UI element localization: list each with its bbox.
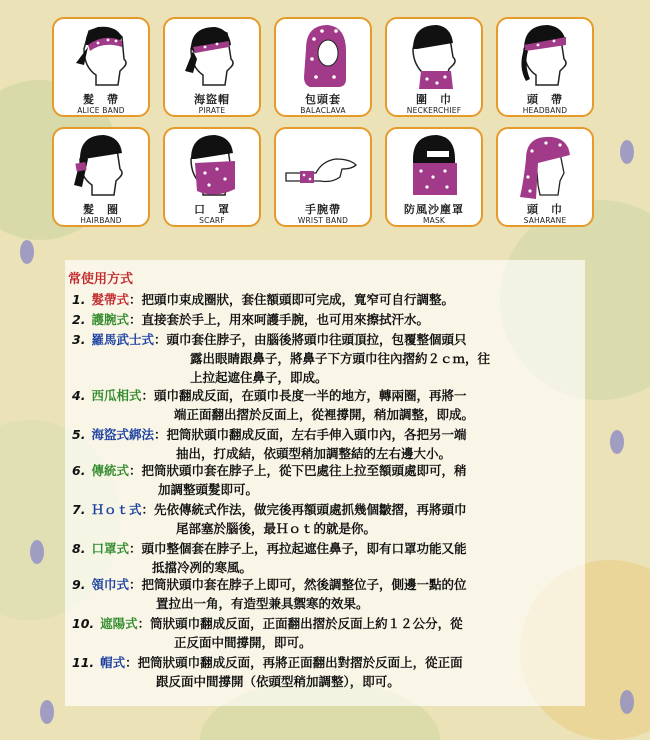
usage-item bbox=[72, 386, 577, 424]
usage-item bbox=[72, 500, 577, 538]
mask-icon bbox=[387, 129, 481, 199]
style-name: 口 罩 bbox=[194, 203, 230, 216]
style-name: 頭 帶 bbox=[527, 93, 563, 106]
style-card bbox=[274, 17, 372, 117]
usage-style-name: 傳統式 bbox=[91, 463, 129, 478]
style-card bbox=[385, 127, 483, 227]
usage-text-continued: 露出眼睛跟鼻子，將鼻子下方頭巾往內摺約２ｃｍ，往 bbox=[190, 351, 491, 366]
usage-title: 常使用方式 bbox=[68, 272, 134, 287]
usage-text-continued: 抵擋冷冽的寒風。 bbox=[152, 560, 253, 575]
style-card bbox=[385, 17, 483, 117]
style-name: 髮 帶 bbox=[83, 93, 119, 106]
style-name-en: BALACLAVA bbox=[300, 106, 346, 115]
style-name: 手腕帶 bbox=[305, 203, 341, 216]
headband-icon bbox=[498, 19, 592, 89]
style-card bbox=[163, 17, 261, 117]
usage-text: ：先依傳統式作法，做完後再額頭處抓幾個皺摺，再將頭巾 bbox=[141, 502, 467, 517]
usage-text: ：筒狀頭巾翻成反面，正面翻出摺於反面上約１２公分，從 bbox=[137, 616, 463, 631]
alice-band-icon bbox=[54, 19, 148, 89]
style-name-en: SAHARANE bbox=[523, 216, 567, 225]
usage-text-continued: 置拉出一角，有造型兼具禦寒的效果。 bbox=[156, 596, 369, 611]
usage-style-name: 髮帶式 bbox=[91, 292, 129, 307]
scarf-icon bbox=[165, 129, 259, 199]
style-card bbox=[52, 17, 150, 117]
usage-text-continued: 端正面翻出摺於反面上，從裡撐開，稍加調整，即成。 bbox=[174, 407, 475, 422]
usage-text: ：頭巾翻成反面，在頭巾長度一半的地方，轉兩圈，再將一 bbox=[141, 388, 467, 403]
usage-style-name: 領巾式 bbox=[91, 577, 129, 592]
style-card bbox=[163, 127, 261, 227]
style-name-en: WRIST BAND bbox=[297, 216, 349, 225]
style-card bbox=[496, 127, 594, 227]
usage-text-continued: 正反面中間撐開，即可。 bbox=[174, 635, 312, 650]
style-name: 髮 圈 bbox=[83, 203, 119, 216]
style-name-en: NECKERCHIEF bbox=[406, 106, 462, 115]
style-name: 海盜帽 bbox=[194, 93, 230, 106]
usage-number: 5. bbox=[72, 427, 86, 442]
usage-text-continued: 上拉起遮住鼻子，即成。 bbox=[190, 370, 328, 385]
usage-style-name: 海盜式綁法 bbox=[91, 427, 154, 442]
wrist-band-icon bbox=[276, 129, 370, 199]
style-name-en: HEADBAND bbox=[522, 106, 568, 115]
style-name: 包頭套 bbox=[305, 93, 341, 106]
usage-style-name: 護腕式 bbox=[91, 312, 129, 327]
style-name-en: HAIRBAND bbox=[80, 216, 122, 225]
usage-text-continued: 加調整頭髮即可。 bbox=[158, 482, 259, 497]
style-name: 圍 巾 bbox=[416, 93, 452, 106]
style-name-en: PIRATE bbox=[198, 106, 226, 115]
neckerchief-icon bbox=[387, 19, 481, 89]
usage-number: 8. bbox=[72, 541, 86, 556]
usage-text: ：把筒狀頭巾翻成反面，再將正面翻出對摺於反面上，從正面 bbox=[125, 655, 463, 670]
usage-style-name: 遮陽式 bbox=[100, 616, 138, 631]
usage-style-name: 帽式 bbox=[100, 655, 126, 670]
pirate-icon bbox=[165, 19, 259, 89]
style-name-en: MASK bbox=[422, 216, 446, 225]
usage-item bbox=[72, 310, 577, 329]
usage-text: ：把筒狀頭巾套在脖子上即可，然後調整位子，側邊一點的位 bbox=[128, 577, 467, 592]
usage-number: 1. bbox=[72, 292, 86, 307]
usage-style-name: 羅馬武士式 bbox=[91, 332, 154, 347]
style-name-en: SCARF bbox=[199, 216, 225, 225]
usage-style-name: 西瓜相式 bbox=[91, 388, 142, 403]
usage-item bbox=[72, 539, 577, 577]
usage-number: 3. bbox=[72, 332, 86, 347]
usage-item bbox=[72, 614, 577, 652]
usage-text: ：把筒狀頭巾套在脖子上，從下巴處往上拉至額頭處即可，稍 bbox=[128, 463, 467, 478]
usage-text: ：頭巾整個套在脖子上，再拉起遮住鼻子，即有口罩功能又能 bbox=[128, 541, 467, 556]
usage-text-continued: 抽出，打成結，依頭型稍加調整結的左右邊大小。 bbox=[176, 446, 452, 461]
style-card bbox=[52, 127, 150, 227]
usage-number: 11. bbox=[72, 655, 95, 670]
usage-text-continued: 尾部塞於腦後，最Ｈｏｔ的就是你。 bbox=[176, 521, 377, 536]
usage-style-name: 口罩式 bbox=[91, 541, 129, 556]
usage-item bbox=[72, 461, 577, 499]
usage-item bbox=[72, 425, 577, 463]
usage-item bbox=[72, 575, 577, 613]
usage-text: ：直接套於手上，用來呵護手腕，也可用來擦拭汗水。 bbox=[128, 312, 429, 327]
usage-item bbox=[72, 290, 577, 309]
saharane-icon bbox=[498, 129, 592, 199]
style-name-en: ALICE BAND bbox=[77, 106, 125, 115]
style-name: 防風沙塵罩 bbox=[404, 203, 464, 216]
style-card bbox=[274, 127, 372, 227]
usage-item bbox=[72, 330, 577, 387]
usage-number: 2. bbox=[72, 312, 86, 327]
usage-item bbox=[72, 653, 577, 691]
usage-number: 7. bbox=[72, 502, 86, 517]
style-card bbox=[496, 17, 594, 117]
usage-number: 10. bbox=[72, 616, 95, 631]
usage-text: ：把筒狀頭巾翻成反面，左右手伸入頭巾內，各把另一端 bbox=[153, 427, 467, 442]
usage-number: 4. bbox=[72, 388, 86, 403]
usage-text-continued: 跟反面中間撐開（依頭型稍加調整），即可。 bbox=[156, 674, 400, 689]
usage-number: 6. bbox=[72, 463, 86, 478]
usage-number: 9. bbox=[72, 577, 86, 592]
usage-text: ：頭巾套住脖子，由腦後將頭巾往頭頂拉，包覆整個頭只 bbox=[153, 332, 467, 347]
hairband-icon bbox=[54, 129, 148, 199]
balaclava-icon bbox=[276, 19, 370, 89]
style-name: 頭 巾 bbox=[527, 203, 563, 216]
usage-style-name: Ｈｏｔ式 bbox=[91, 502, 142, 517]
usage-text: ：把頭巾束成圈狀，套住額頭即可完成，寬窄可自行調整。 bbox=[128, 292, 454, 307]
